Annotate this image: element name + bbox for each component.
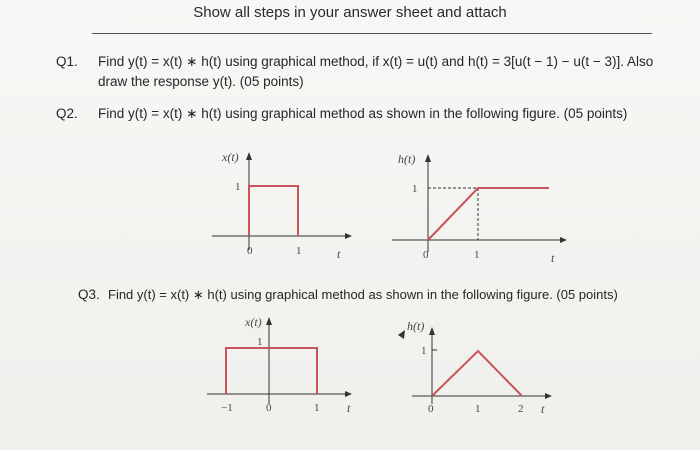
q3-h-amp-label: 1 (421, 345, 427, 357)
q3-h-tick-t: t (541, 402, 545, 416)
q2-h-amp-label: 1 (412, 183, 418, 195)
q3-x-tick-0: 0 (266, 402, 272, 414)
page-header: Show all steps in your answer sheet and attach (193, 4, 507, 21)
q3-number: Q3. (78, 287, 100, 302)
q2-x-tick-t: t (337, 247, 341, 261)
q2-x-tick-0: 0 (247, 245, 253, 257)
q1-text-line1: Find y(t) = x(t) ∗ h(t) using graphical method, if x(t) = u(t) and h(t) = 3[u(t − 1) − u(t − 3)]. Also (98, 54, 654, 69)
q2-x-ylabel: x(t) (222, 150, 239, 164)
q3-x-amp-label: 1 (257, 336, 263, 348)
q3-h-tick-0: 0 (428, 403, 434, 415)
q2-x-amp-label: 1 (235, 181, 241, 193)
q1-text-line2: draw the response y(t). (05 points) (98, 74, 304, 89)
q3-x-tick-neg1: −1 (221, 402, 233, 414)
q3-x-tick-1: 1 (314, 402, 320, 414)
q3-h-tick-1: 1 (475, 403, 481, 415)
q3-h-triangle (432, 351, 522, 396)
q2-h-tick-1: 1 (474, 249, 480, 261)
q2-text: Find y(t) = x(t) ∗ h(t) using graphical method as shown in the following figure. (05 points) (98, 106, 628, 121)
q2-h-ylabel: h(t) (398, 152, 416, 166)
q3-x-tick-t: t (347, 401, 351, 415)
q2-h-tick-0: 0 (423, 249, 429, 261)
q3-h-pointer-mark (398, 330, 405, 339)
q2-x-tick-1: 1 (296, 245, 302, 257)
q3-h-t-arrow (545, 393, 552, 399)
q3-text: Find y(t) = x(t) ∗ h(t) using graphical method as shown in the following figure. (05 points) (108, 287, 618, 302)
q2-number: Q2. (56, 106, 78, 121)
q3-h-ylabel: h(t) (407, 319, 425, 333)
q3-x-ylabel: x(t) (245, 315, 262, 329)
q2-h-tick-t: t (551, 251, 555, 265)
q3-h-tick-2: 2 (518, 403, 524, 415)
q3-h-y-arrow (429, 327, 435, 335)
q1-number: Q1. (56, 54, 78, 69)
